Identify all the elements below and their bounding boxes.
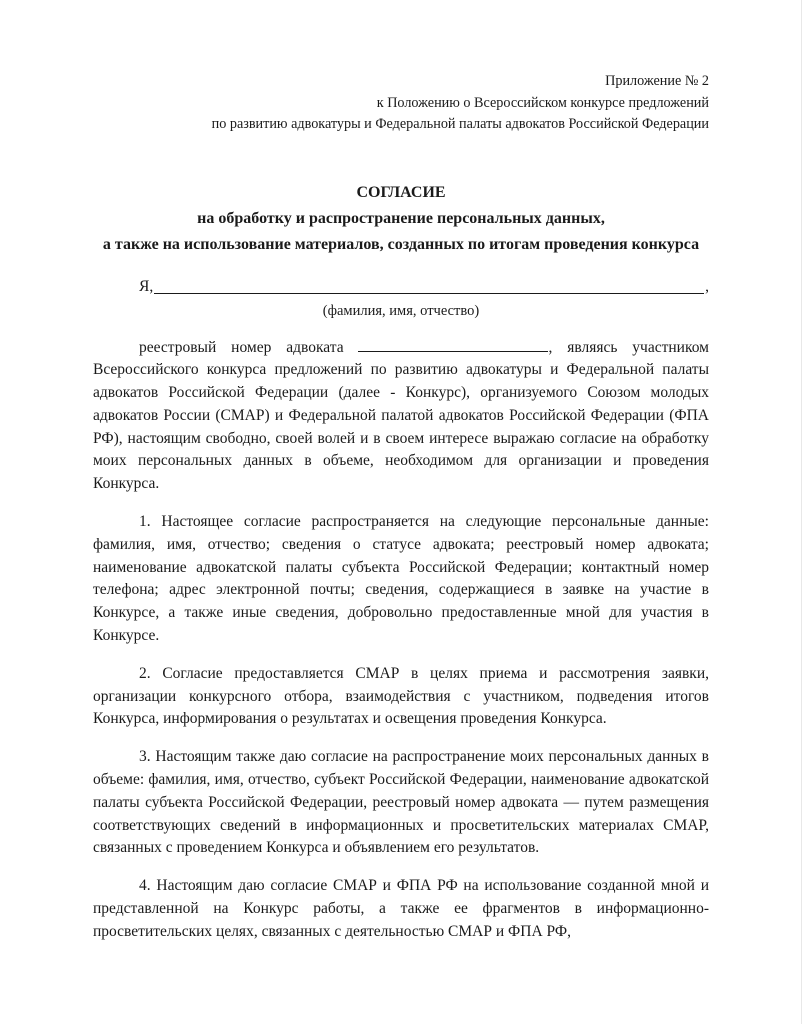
full-name-blank[interactable] (154, 277, 704, 294)
title-subtitle-continued: а также на использование материалов, созданных по итогам проведения конкурса (102, 235, 700, 253)
full-name-hint: (фамилия, имя, отчество) (322, 302, 480, 319)
full-name-line (93, 276, 709, 298)
title-subtitle: на обработку и распространение персональных данных, (197, 209, 605, 227)
annex-reference: к Положению о Всероссийском конкурсе предложений (376, 94, 709, 111)
intro-after-blank: , являясь участником Всероссийского конкурса предложений по развитию адвокатуры и Федеральной палаты адвокатов Российской Федерации (далее - Конкурс), организуемого Союзом молодых адвокатов России (СМАР) и Федеральной палатой адвокатов Российской Федерации (ФПА РФ), настоящим свободно, своей волей и в своем интересе выражаю согласие на обработку моих персональных данных в объеме, необходимом для организации и проведения Конкурса. (93, 338, 709, 493)
registry-number-blank[interactable] (358, 337, 548, 352)
name-prefix: Я, (139, 277, 154, 295)
paragraph-3: 3. Настоящим также даю согласие на распространение моих персональных данных в объеме: фамилия, имя, отчество, субъект Российской Федерации, наименование адвокатской палаты субъекта Российской Федерации, реестровый номер адвоката — путем размещения соответствующих сведений в информационных и просветительских материалах СМАР, связанных с проведением Конкурса и объявлением его результатов. (93, 748, 709, 857)
document-title (93, 180, 709, 258)
intro-before-blank: реестровый номер адвоката (139, 338, 359, 356)
name-suffix: , (705, 277, 709, 295)
intro-paragraph (93, 337, 709, 497)
annex-number: Приложение № 2 (605, 73, 709, 89)
paragraph-1: 1. Настоящее согласие распространяется на следующие персональные данные: фамилия, имя, отчество; сведения о статусе адвоката; реестровый номер адвоката; наименование адвокатской палаты субъекта Российской Федерации; контактный номер телефона; адрес электронной почты; сведения, содержащиеся в заявке на участие в Конкурсе, а также иные сведения, добровольно предоставленные мной для участия в Конкурсе. (93, 513, 709, 645)
annex-reference-continued: по развитию адвокатуры и Федеральной палаты адвокатов Российской Федерации (211, 116, 709, 132)
paragraph-2: 2. Согласие предоставляется СМАР в целях приема и рассмотрения заявки, организации конкурсного отбора, взаимодействия с участником, подведения итогов Конкурса, информирования о результатах и освещения проведения Конкурса. (93, 664, 709, 728)
paragraph-4: 4. Настоящим даю согласие СМАР и ФПА РФ на использование созданной мной и представленной на Конкурс работы, а также ее фрагментов в информационно-просветительских целях, связанных с деятельностью СМАР и ФПА РФ, (93, 877, 709, 940)
title-main: СОГЛАСИЕ (356, 183, 446, 201)
annex-header (93, 71, 709, 136)
document-content (93, 71, 709, 944)
